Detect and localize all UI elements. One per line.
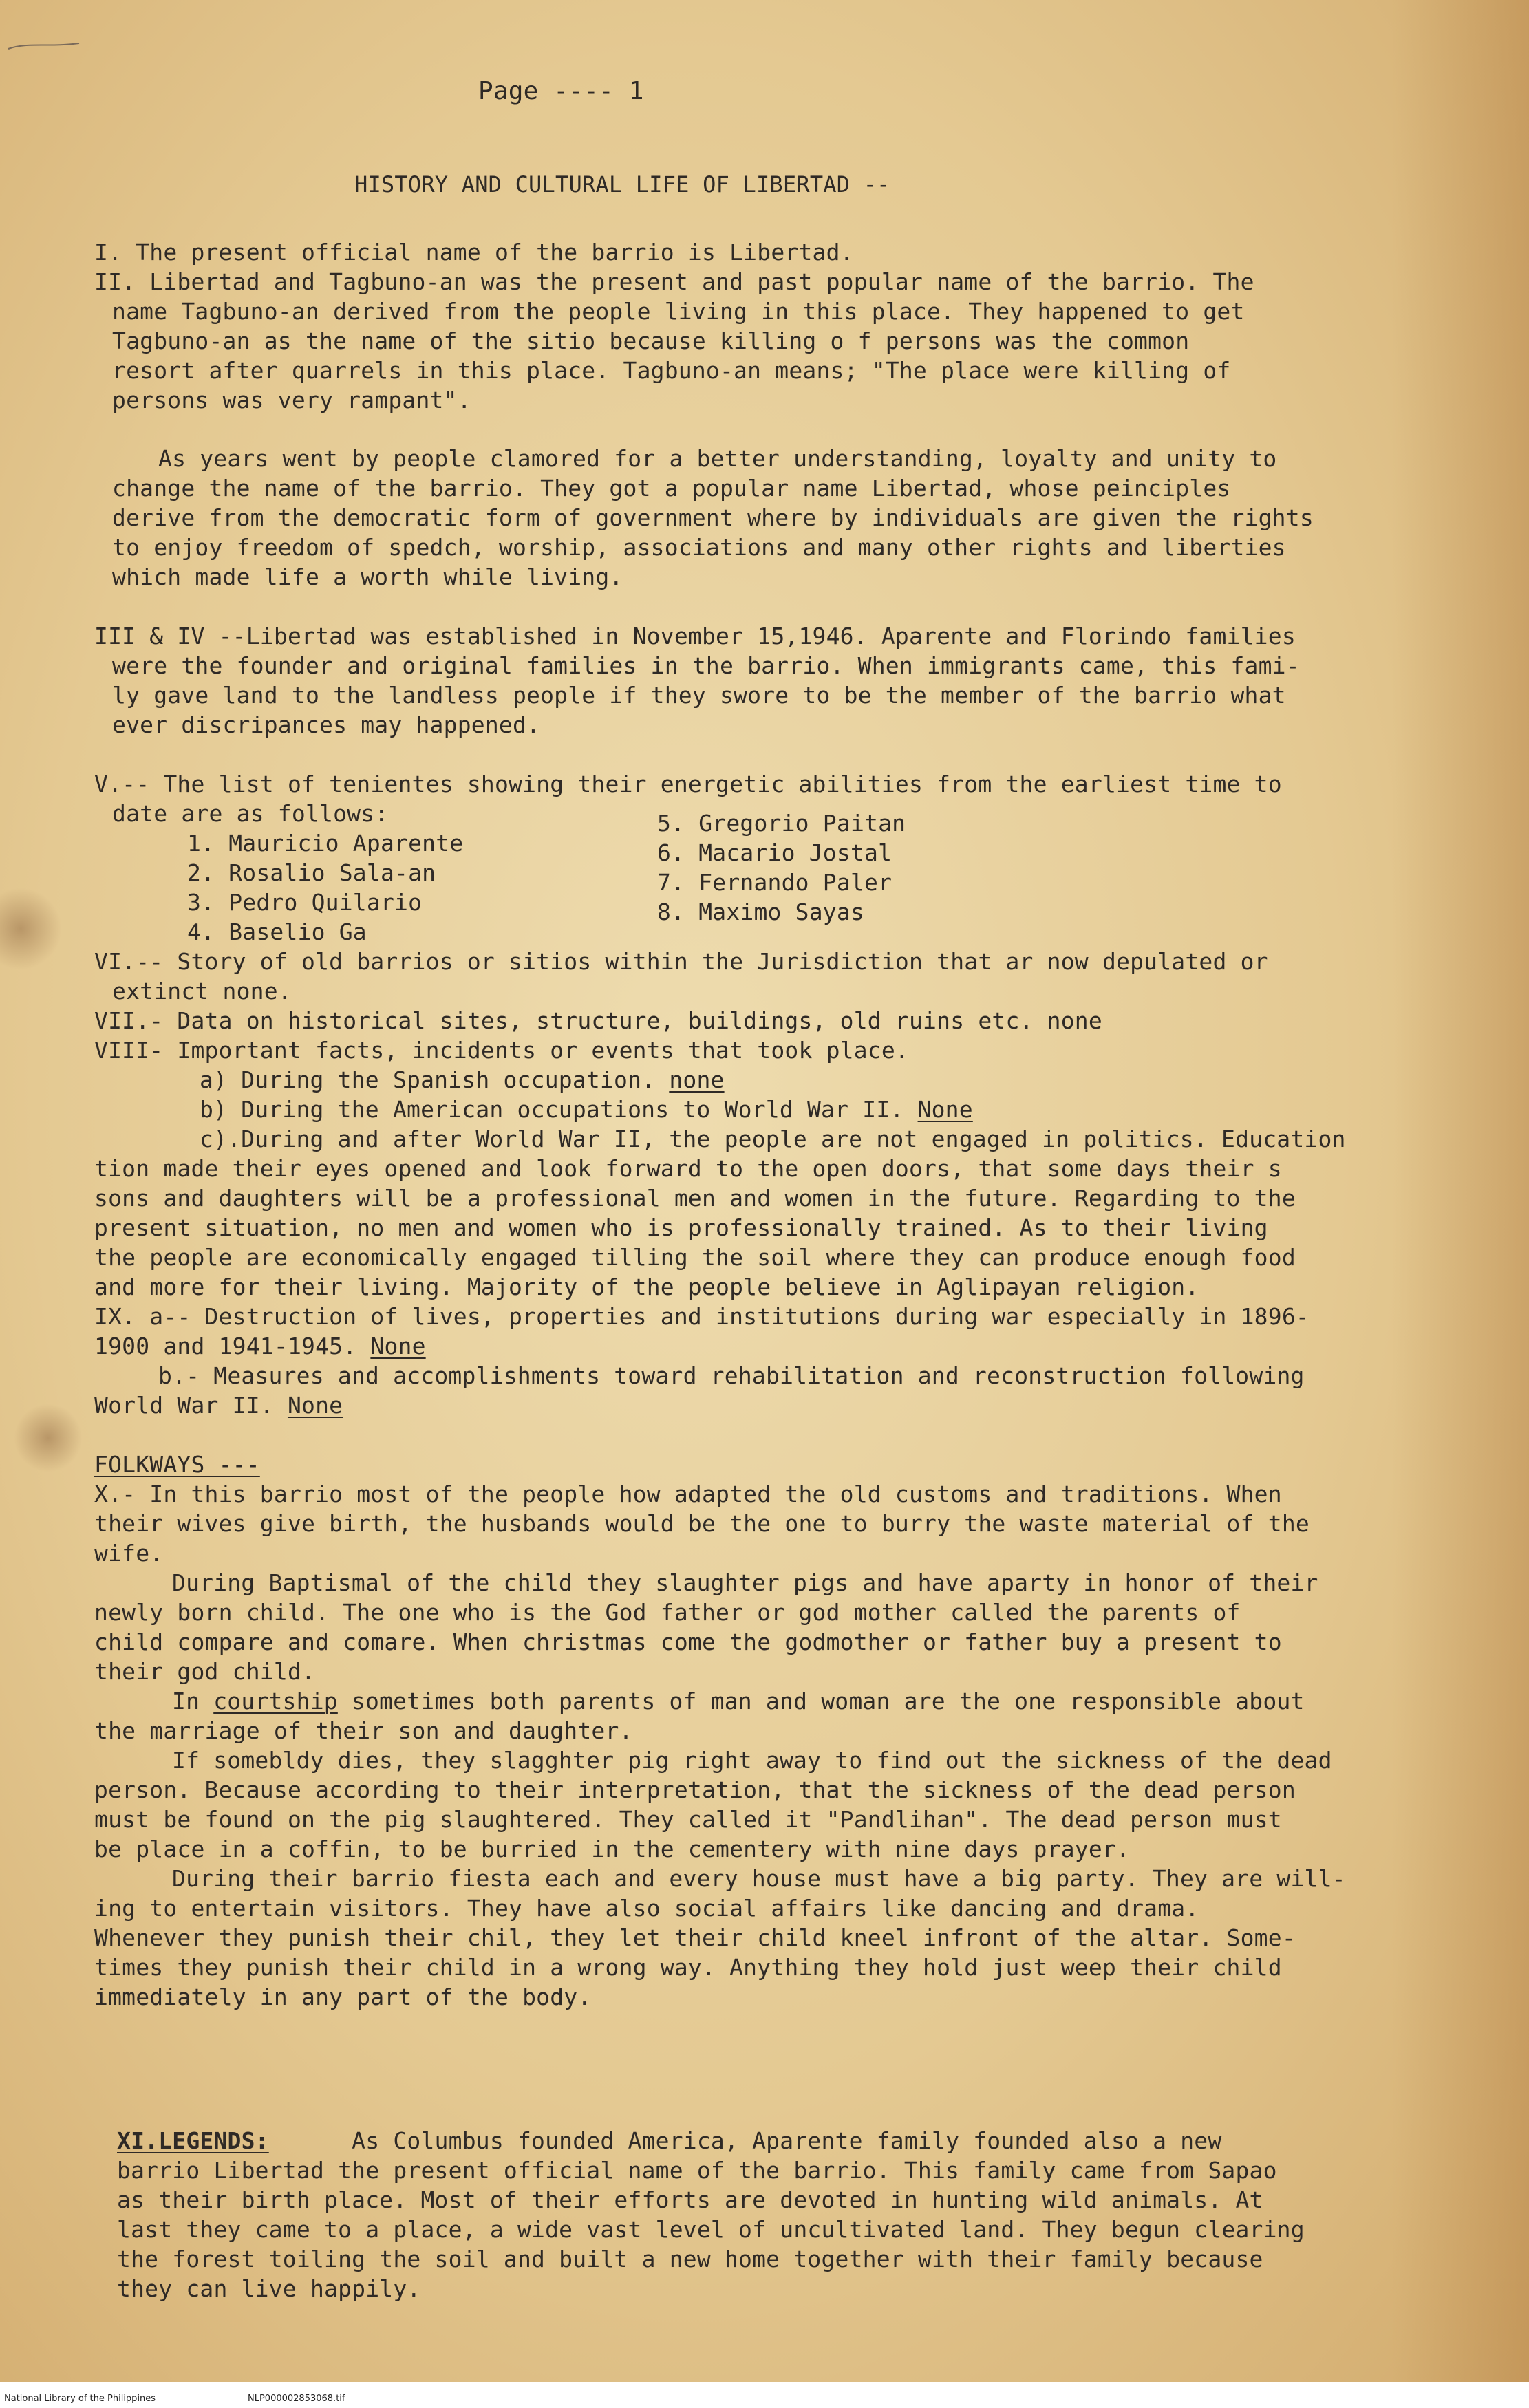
- text-segment: In: [172, 1688, 200, 1714]
- text-line: name Tagbuno-an derived from the people living in this place. They happened to get: [112, 298, 1245, 325]
- text-line: [94, 1335, 426, 1357]
- page-number: Page ---- 1: [478, 77, 644, 105]
- text-line: V.-- The list of tenientes showing their energetic abilities from the earliest time to: [94, 771, 1282, 797]
- text-line: their wives give birth, the husbands would be the one to burry the waste material of the: [94, 1510, 1309, 1537]
- section-heading-folkways: FOLKWAYS ---: [94, 1451, 260, 1478]
- text-line: persons was very rampant".: [112, 387, 471, 413]
- teniente-item: 4. Baselio Ga: [187, 918, 367, 945]
- teniente-item: 3. Pedro Quilario: [187, 889, 423, 916]
- underlined-answer: None: [917, 1096, 973, 1123]
- text-line: last they came to a place, a wide vast level of uncultivated land. They begun clearing: [117, 2216, 1305, 2243]
- text-line: c).During and after World War II, the people are not engaged in politics. Education: [200, 1126, 1346, 1152]
- text-line: tion made their eyes opened and look forward to the open doors, that some days their s: [94, 1155, 1282, 1182]
- text-line: times they punish their child in a wrong way. Anything they hold just weep their child: [94, 1954, 1282, 1981]
- footer-library: National Library of the Philippines: [4, 2394, 156, 2404]
- text-line: III & IV --Libertad was established in November 15,1946. Aparente and Florindo families: [94, 623, 1296, 649]
- text-segment: a) During the Spanish occupation.: [200, 1066, 656, 1093]
- text-line: date are as follows:: [112, 800, 389, 827]
- text-line: [200, 1068, 725, 1091]
- text-line: they can live happily.: [117, 2275, 421, 2302]
- teniente-item: 8. Maximo Sayas: [657, 899, 865, 925]
- text-line: sons and daughters will be a professional men and women in the future. Regarding to the: [94, 1185, 1296, 1212]
- text-line: ever discripances may happened.: [112, 711, 541, 738]
- text-line: [200, 1098, 973, 1121]
- text-line: [172, 1690, 1305, 1712]
- text-segment: World War II.: [94, 1392, 274, 1419]
- text-line: present situation, no men and women who is professionally trained. As to their living: [94, 1214, 1268, 1241]
- text-line: [117, 2129, 1221, 2152]
- text-line: wife.: [94, 1540, 164, 1567]
- text-segment: sometimes both parents of man and woman are the one responsible about: [351, 1688, 1305, 1714]
- text-line: the people are economically engaged tilling the soil where they can produce enough food: [94, 1244, 1296, 1271]
- stain-mark: [14, 1404, 83, 1472]
- text-line: derive from the democratic form of government where by individuals are given the rights: [112, 504, 1314, 531]
- text-line: the marriage of their son and daughter.: [94, 1717, 633, 1744]
- underlined-term: courtship: [213, 1688, 338, 1714]
- teniente-item: 5. Gregorio Paitan: [657, 810, 906, 837]
- teniente-item: 2. Rosalio Sala-an: [187, 859, 436, 886]
- text-line: During their barrio fiesta each and every house must have a big party. They are will-: [172, 1865, 1346, 1892]
- text-line: be place in a coffin, to be burried in the cementery with nine days prayer.: [94, 1836, 1131, 1862]
- text-line: Whenever they punish their chil, they let their child kneel infront of the altar. Some-: [94, 1924, 1296, 1951]
- underlined-answer: None: [370, 1333, 426, 1359]
- teniente-item: 6. Macario Jostal: [657, 839, 892, 866]
- text-line: Tagbuno-an as the name of the sitio because killing o f persons was the common: [112, 327, 1190, 354]
- text-line: II. Libertad and Tagbuno-an was the present and past popular name of the barrio. The: [94, 268, 1254, 295]
- text-line: b.- Measures and accomplishments toward rehabilitation and reconstruction following: [158, 1362, 1305, 1389]
- text-line: newly born child. The one who is the God father or god mother called the parents of: [94, 1599, 1241, 1626]
- underlined-answer: None: [287, 1392, 343, 1419]
- text-line: ing to entertain visitors. They have also social affairs like dancing and drama.: [94, 1895, 1199, 1922]
- text-line: If somebldy dies, they slagghter pig right away to find out the sickness of the dead: [172, 1747, 1332, 1774]
- text-segment: b) During the American occupations to World War II.: [200, 1096, 904, 1123]
- teniente-item: 7. Fernando Paler: [657, 869, 892, 896]
- text-line: as their birth place. Most of their efforts are devoted in hunting wild animals. At: [117, 2186, 1263, 2213]
- text-line: immediately in any part of the body.: [94, 1984, 592, 2010]
- stain-mark: [0, 888, 62, 970]
- text-line: the forest toiling the soil and built a new home together with their family because: [117, 2246, 1263, 2272]
- footer-file-code: NLP000002853068.tif: [248, 2394, 345, 2404]
- text-line: their god child.: [94, 1658, 316, 1685]
- text-line: [94, 1394, 343, 1417]
- teniente-item: 1. Mauricio Aparente: [187, 830, 464, 857]
- text-line: change the name of the barrio. They got a popular name Libertad, whose peinciples: [112, 475, 1231, 502]
- text-line: VIII- Important facts, incidents or events that took place.: [94, 1037, 909, 1064]
- text-line: were the founder and original families in the barrio. When immigrants came, this fami-: [112, 652, 1300, 679]
- text-segment: 1900 and 1941-1945.: [94, 1333, 357, 1359]
- text-line: person. Because according to their interpretation, that the sickness of the dead person: [94, 1776, 1296, 1803]
- text-line: barrio Libertad the present official name of the barrio. This family came from Sapao: [117, 2157, 1277, 2184]
- text-line: must be found on the pig slaughtered. They called it "Pandlihan". The dead person must: [94, 1806, 1282, 1833]
- text-line: child compare and comare. When christmas come the godmother or father buy a present to: [94, 1628, 1282, 1655]
- text-line: During Baptismal of the child they slaughter pigs and have aparty in honor of their: [172, 1569, 1318, 1596]
- text-line: ly gave land to the landless people if they swore to be the member of the barrio what: [112, 682, 1286, 709]
- text-line: resort after quarrels in this place. Tagbuno-an means; "The place were killing of: [112, 357, 1231, 384]
- text-segment: As Columbus founded America, Aparente family founded also a new: [352, 2127, 1222, 2154]
- document-title: HISTORY AND CULTURAL LIFE OF LIBERTAD --: [354, 171, 890, 197]
- underlined-answer: none: [669, 1066, 725, 1093]
- text-line: to enjoy freedom of spedch, worship, associations and many other rights and liberties: [112, 534, 1286, 561]
- text-line: As years went by people clamored for a better understanding, loyalty and unity to: [158, 445, 1277, 472]
- page-edge-shading: [1391, 0, 1529, 2408]
- text-line: which made life a worth while living.: [112, 563, 623, 590]
- text-line: VI.-- Story of old barrios or sitios within the Jurisdiction that ar now depulated or: [94, 948, 1268, 975]
- text-line: IX. a-- Destruction of lives, properties and institutions during war especially in 1896-: [94, 1303, 1309, 1330]
- text-line: X.- In this barrio most of the people how adapted the old customs and traditions. When: [94, 1481, 1282, 1507]
- text-line: extinct none.: [112, 978, 292, 1004]
- text-line: VII.- Data on historical sites, structure, buildings, old ruins etc. none: [94, 1007, 1102, 1034]
- text-line: and more for their living. Majority of the people believe in Aglipayan religion.: [94, 1273, 1199, 1300]
- pencil-mark: [7, 38, 83, 53]
- text-line: I. The present official name of the barrio is Libertad.: [94, 239, 854, 266]
- section-heading-legends: XI.LEGENDS:: [117, 2127, 269, 2154]
- scan-footer-bar: [0, 2382, 1529, 2408]
